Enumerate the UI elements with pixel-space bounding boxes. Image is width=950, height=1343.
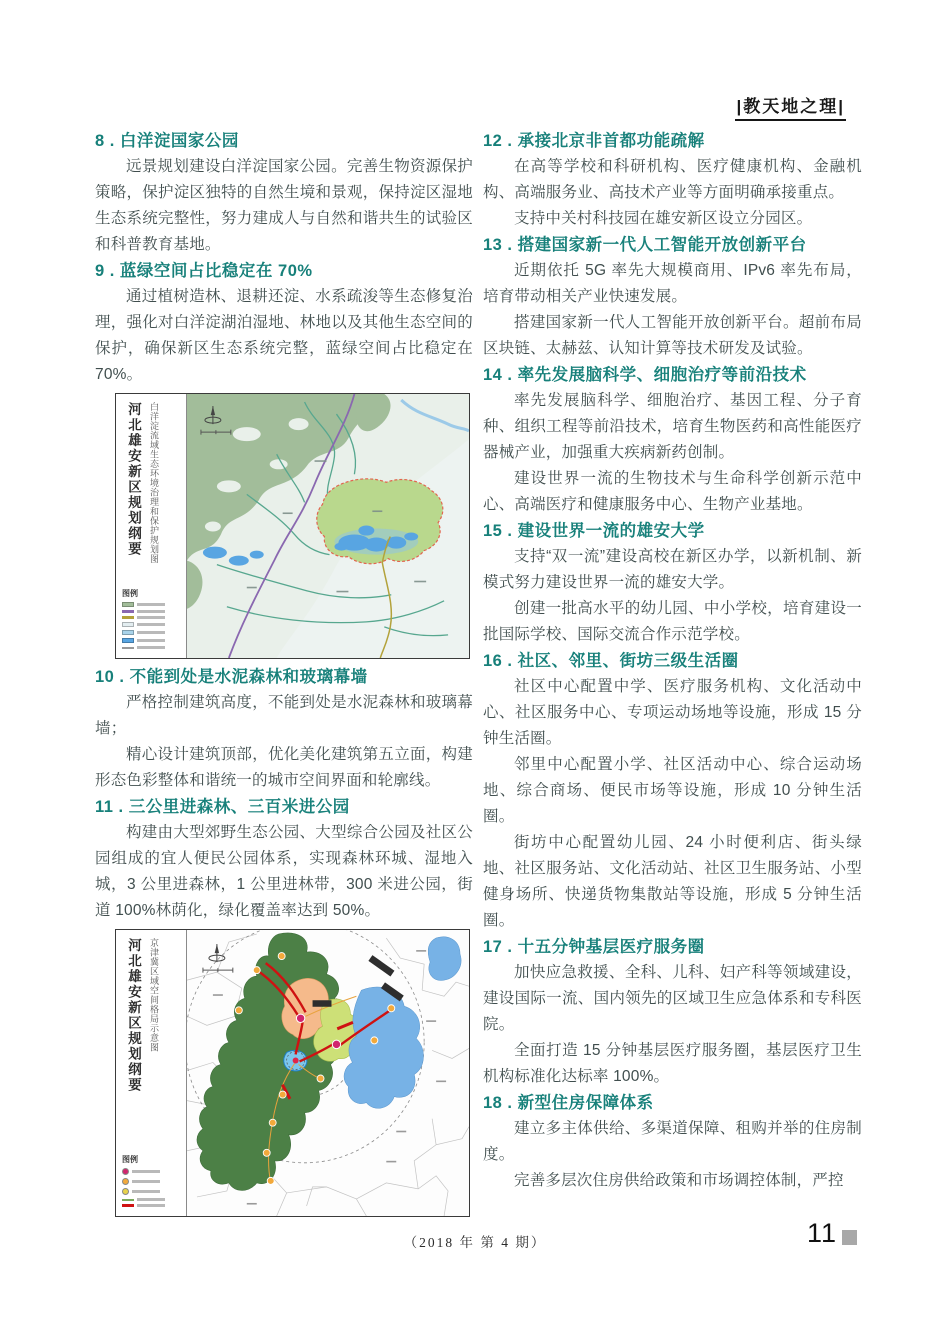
section-heading-12: 12 . 承接北京非首都功能疏解 [483, 132, 705, 150]
paragraph: 远景规划建设白洋淀国家公园。完善生物资源保护策略，保护淀区独特的自然生境和景观，保持淀区湿地生态系统完整性，努力建成人与自然和谐共生的试验区和科普教育基地。 [95, 158, 473, 253]
issue-label: （2018 年 第 4 期） [403, 1235, 547, 1250]
legend-color-chip [122, 1204, 134, 1207]
map-sub-title: 白洋淀流域生态环境治理和保护规划图 [149, 402, 159, 564]
section-heading-9: 9 . 蓝绿空间占比稳定在 70% [95, 262, 313, 280]
legend-row [122, 1188, 184, 1195]
section-heading-13: 13 . 搭建国家新一代人工智能开放创新平台 [483, 236, 807, 254]
page-number-value: 11 [806, 1218, 837, 1248]
map-side-panel [116, 394, 187, 658]
legend-row [122, 646, 184, 649]
legend-row [122, 1178, 184, 1185]
paragraph: 邻里中心配置小学、社区活动中心、综合运动场地、综合商场、便民市场等设施，形成 10 分钟生活圈。 [483, 756, 862, 825]
legend-label-microtext [137, 616, 165, 619]
legend-label-microtext [137, 1198, 165, 1201]
legend-color-chip [122, 622, 134, 627]
section-heading-14: 14 . 率先发展脑科学、细胞治疗等前沿技术 [483, 366, 807, 384]
legend-rows [122, 602, 184, 649]
legend-label-microtext [132, 1170, 160, 1173]
legend-label-microtext [132, 1190, 160, 1193]
paragraph: 支持“双一流”建设高校在新区办学，以新机制、新模式努力建设世界一流的雄安大学。 [483, 548, 862, 591]
legend-color-chip [122, 638, 134, 643]
paragraph: 在高等学校和科研机构、医疗健康机构、金融机构、高端服务业、高技术产业等方面明确承接重点。 [483, 158, 862, 201]
legend-row [122, 602, 184, 607]
legend-color-chip [122, 630, 134, 635]
legend-row [122, 1198, 184, 1201]
legend-label-microtext [137, 631, 165, 634]
paragraph: 支持中关村科技园在雄安新区设立分园区。 [514, 210, 813, 227]
legend-row [122, 610, 184, 613]
two-column-layout [95, 128, 862, 1222]
paragraph: 建立多主体供给、多渠道保障、租购并举的住房制度。 [483, 1120, 862, 1163]
legend-title: 图例 [122, 589, 138, 598]
legend-label-microtext [137, 610, 165, 613]
legend-color-chip [122, 1199, 134, 1201]
paragraph: 构建由大型郊野生态公园、大型综合公园及社区公园组成的宜人便民公园体系，实现森林环城、湿地入城，3 公里进森林，1 公里进林带，300 米进公园，街道 100%林荫化，绿化覆盖率达到 50%。 [95, 824, 473, 919]
map-legend [122, 588, 184, 652]
right-column [483, 128, 862, 1222]
legend-title: 图例 [122, 1155, 138, 1164]
jingjinji-map-canvas [187, 930, 469, 1216]
page-number-square [842, 1230, 857, 1245]
map-figure-jingjinji-pattern [115, 929, 470, 1217]
section-heading-11: 11 . 三公里进森林、三百米进公园 [95, 798, 350, 816]
paragraph: 创建一批高水平的幼儿园、中小学校，培育建设一批国际学校、国际交流合作示范学校。 [483, 600, 862, 643]
legend-color-chip [122, 602, 134, 607]
legend-row [122, 1168, 184, 1175]
paragraph: 全面打造 15 分钟基层医疗服务圈，基层医疗卫生机构标准化达标率 100%。 [483, 1042, 862, 1085]
legend-row [122, 630, 184, 635]
legend-color-chip [122, 1178, 129, 1185]
legend-color-chip [122, 610, 134, 613]
map-main-title: 河北雄安新区规划纲要 [126, 402, 141, 557]
legend-row [122, 638, 184, 643]
legend-color-chip [122, 647, 134, 649]
legend-rows [122, 1168, 184, 1207]
page-number [807, 1218, 857, 1249]
legend-color-chip [122, 1168, 129, 1175]
section-heading-8: 8 . 白洋淀国家公园 [95, 132, 239, 150]
paragraph: 街坊中心配置幼儿园、24 小时便利店、街头绿地、社区服务站、文化活动站、社区卫生服务站、小型健身场所、快递货物集散站等设施，形成 5 分钟生活圈。 [483, 834, 862, 929]
paragraph: 精心设计建筑顶部，优化美化建筑第五立面，构建形态色彩整体和谐统一的城市空间界面和轮廓线。 [95, 746, 473, 789]
legend-color-chip [122, 1188, 129, 1195]
paragraph: 完善多层次住房供给政策和市场调控体制，严控 [514, 1172, 844, 1189]
map-sub-title: 京津冀区域空间格局示意图 [149, 938, 159, 1052]
legend-label-microtext [132, 1180, 160, 1183]
section-heading-15: 15 . 建设世界一流的雄安大学 [483, 522, 705, 540]
paragraph: 近期依托 5G 率先大规模商用、IPv6 率先布局，培育带动相关产业快速发展。 [483, 262, 862, 305]
section-heading-17: 17 . 十五分钟基层医疗服务圈 [483, 938, 705, 956]
legend-label-microtext [137, 639, 165, 642]
paragraph: 社区中心配置中学、医疗服务机构、文化活动中心、社区服务中心、专项运动场地等设施，形成 15 分钟生活圈。 [483, 678, 862, 747]
paragraph: 严格控制建筑高度，不能到处是水泥森林和玻璃幕墙； [95, 694, 473, 737]
section-heading-16: 16 . 社区、邻里、街坊三级生活圈 [483, 652, 739, 670]
left-column [95, 128, 473, 1222]
legend-label-microtext [137, 646, 165, 649]
paragraph: 通过植树造林、退耕还淀、水系疏浚等生态修复治理，强化对白洋淀湖泊湿地、林地以及其他生态空间的保护，确保新区生态系统完整，蓝绿空间占比稳定在 70%。 [95, 288, 473, 383]
column-tag: |教天地之理| [735, 92, 846, 121]
legend-row [122, 622, 184, 627]
legend-row [122, 1204, 184, 1207]
legend-label-microtext [137, 1204, 165, 1207]
legend-color-chip [122, 616, 134, 619]
paragraph: 率先发展脑科学、细胞治疗、基因工程、分子育种、组织工程等前沿技术，培育生物医药和高性能医疗器械产业，加强重大疾病新药创制。 [483, 392, 862, 461]
map-legend [122, 1154, 184, 1210]
legend-label-microtext [137, 603, 165, 606]
paragraph: 加快应急救援、全科、儿科、妇产科等领域建设，建设国际一流、国内领先的区域卫生应急体系和专科医院。 [483, 964, 862, 1033]
section-heading-10: 10 . 不能到处是水泥森林和玻璃幕墙 [95, 668, 368, 686]
map-main-title: 河北雄安新区规划纲要 [126, 938, 141, 1093]
paragraph: 建设世界一流的生物技术与生命科学创新示范中心、高端医疗和健康服务中心、生物产业基地。 [483, 470, 862, 513]
baiyangdian-map-canvas [187, 394, 469, 658]
section-heading-18: 18 . 新型住房保障体系 [483, 1094, 654, 1112]
map-side-panel [116, 930, 187, 1216]
map-figure-baiyangdian-plan [115, 393, 470, 659]
legend-row [122, 616, 184, 619]
legend-label-microtext [137, 623, 165, 626]
paragraph: 搭建国家新一代人工智能开放创新平台。超前布局区块链、太赫兹、认知计算等技术研发及试验。 [483, 314, 862, 357]
